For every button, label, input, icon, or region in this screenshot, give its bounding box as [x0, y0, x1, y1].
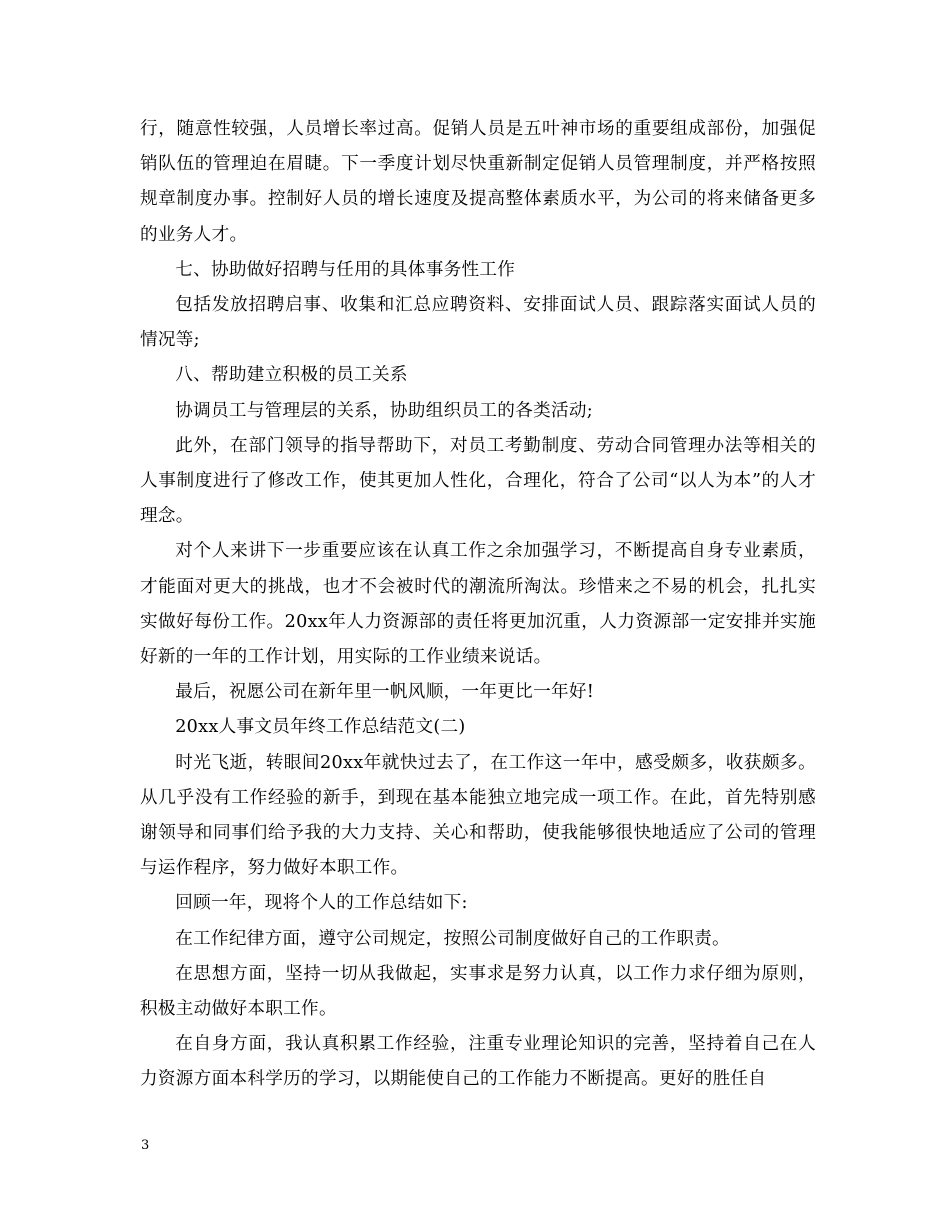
- paragraph-policy-revision: 此外，在部门领导的指导帮助下，对员工考勤制度、劳动合同管理办法等相关的人事制度进行了修改工作，使其更加人性化，合理化，符合了公司“以人为本”的人才理念。: [140, 435, 816, 527]
- paragraph-discipline: 在工作纪律方面，遵守公司规定，按照公司制度做好自己的工作职责。: [175, 928, 730, 949]
- paragraph-continuation: 行，随意性较强，人员增长率过高。促销人员是五叶神市场的重要组成部份，加强促销队伍的管理迫在眉睫。下一季度计划尽快重新制定促销人员管理制度，并严格按照规章制度办事。控制好人员的增长速度及提高整体素质水平，为公司的将来储备更多的业务人才。: [140, 119, 816, 245]
- paragraph-review: 回顾一年，现将个人的工作总结如下:: [175, 893, 468, 914]
- paragraph-recruitment: 包括发放招聘启事、收集和汇总应聘资料、安排面试人员、跟踪落实面试人员的情况等;: [140, 295, 816, 351]
- paragraph-self-development: 在自身方面，我认真积累工作经验，注重专业理论知识的完善，坚持着自己在人力资源方面本科学历的学习，以期能使自己的工作能力不断提高。更好的胜任自: [140, 1034, 816, 1090]
- article-title-two: 20xx人事文员年终工作总结范文(二): [175, 717, 466, 738]
- section-heading-seven: 七、协助做好招聘与任用的具体事务性工作: [175, 259, 516, 280]
- paragraph-thinking: 在思想方面，坚持一切从我做起，实事求是努力认真，以工作力求仔细为原则，积极主动做好本职工作。: [140, 963, 816, 1020]
- paragraph-intro: 时光飞逝，转眼间20xx年就快过去了，在工作这一年中，感受颇多，收获颇多。从几乎没有工作经验的新手，到现在基本能独立地完成一项工作。在此，首先特别感谢领导和同事们给予我的大力支持、关心和帮助，使我能够很快地适应了公司的管理与运作程序，努力做好本职工作。: [140, 752, 816, 879]
- paragraph-closing-wish: 最后，祝愿公司在新年里一帆风顺，一年更比一年好!: [175, 682, 595, 703]
- page-number: 3: [141, 1138, 150, 1153]
- section-heading-eight: 八、帮助建立积极的员工关系: [175, 365, 408, 386]
- paragraph-employee-relations: 协调员工与管理层的关系，协助组织员工的各类活动;: [175, 400, 593, 421]
- document-body: [140, 112, 816, 1098]
- paragraph-personal-plan: 对个人来讲下一步重要应该在认真工作之余加强学习，不断提高自身专业素质，才能面对更大的挑战，也才不会被时代的潮流所淘汰。珍惜来之不易的机会，扎扎实实做好每份工作。20xx年人力资源部的责任将更加沉重，人力资源部一定安排并实施好新的一年的工作计划，用实际的工作业绩来说话。: [140, 541, 816, 668]
